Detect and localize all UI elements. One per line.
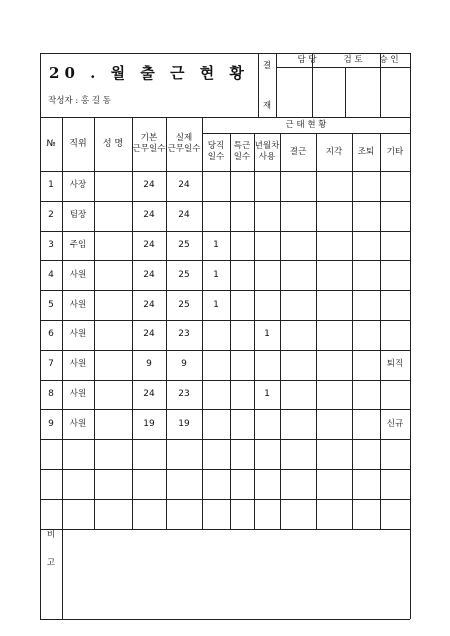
cell-position: 사원 — [69, 329, 87, 340]
cell-name — [94, 350, 132, 380]
cell-duty: 1 — [213, 299, 219, 310]
cell-no: 8 — [48, 388, 54, 399]
cell-late — [316, 290, 352, 320]
cell-no: 1 — [48, 180, 54, 191]
cell-position: 사장 — [69, 180, 87, 191]
cell-absent — [280, 439, 316, 469]
cell-position — [62, 439, 94, 469]
cell-no — [40, 439, 62, 469]
cell-position: 팀장 — [69, 210, 87, 221]
cell-actual: 25 — [178, 239, 190, 250]
cell-early — [352, 439, 380, 469]
cell-duty — [202, 439, 230, 469]
cell-no: 2 — [48, 210, 54, 221]
cell-position: 사원 — [69, 299, 87, 310]
cell-early — [352, 231, 380, 261]
page-title: 20 . 월 출 근 현 황 — [49, 63, 249, 82]
cell-actual — [166, 439, 202, 469]
cell-name — [94, 380, 132, 410]
cell-name — [94, 439, 132, 469]
cell-name — [94, 469, 132, 499]
cell-leave — [254, 469, 280, 499]
cell-position: 주임 — [69, 239, 87, 250]
cell-name — [94, 260, 132, 290]
col-header-late: 지각 — [325, 146, 343, 157]
cell-absent — [280, 409, 316, 439]
cell-etc — [380, 231, 410, 261]
col-header-base-days: 기본 근무일수 — [132, 133, 166, 154]
cell-late — [316, 409, 352, 439]
cell-absent — [280, 260, 316, 290]
cell-actual: 24 — [178, 210, 190, 221]
cell-duty: 1 — [213, 239, 219, 250]
col-header-position: 직위 — [69, 138, 87, 149]
cell-special — [230, 201, 254, 231]
cell-base: 9 — [146, 359, 152, 370]
cell-special — [230, 320, 254, 350]
approval-side-bottom: 재 — [262, 100, 272, 111]
col-header-absent: 결근 — [289, 146, 307, 157]
cell-absent — [280, 171, 316, 201]
cell-no — [40, 469, 62, 499]
cell-etc — [380, 201, 410, 231]
cell-absent — [280, 290, 316, 320]
cell-base: 24 — [143, 239, 155, 250]
col-header-leave-used: 년월차 사용 — [254, 141, 280, 162]
cell-leave: 1 — [264, 329, 270, 340]
cell-etc — [380, 320, 410, 350]
cell-early — [352, 320, 380, 350]
cell-absent — [280, 320, 316, 350]
cell-early — [352, 380, 380, 410]
cell-position — [62, 469, 94, 499]
cell-leave — [254, 290, 280, 320]
cell-base: 24 — [143, 210, 155, 221]
cell-no: 3 — [48, 239, 54, 250]
cell-late — [316, 201, 352, 231]
cell-duty — [202, 380, 230, 410]
cell-late — [316, 320, 352, 350]
cell-late — [316, 350, 352, 380]
cell-absent — [280, 201, 316, 231]
cell-special — [230, 350, 254, 380]
approval-col-charge: 담 당 — [297, 54, 317, 65]
cell-absent — [280, 469, 316, 499]
cell-actual: 23 — [178, 329, 190, 340]
cell-duty: 1 — [213, 269, 219, 280]
approval-col-approve: 승 인 — [379, 54, 399, 65]
cell-etc: 퇴직 — [386, 359, 404, 370]
cell-late — [316, 469, 352, 499]
cell-late — [316, 260, 352, 290]
cell-duty — [202, 409, 230, 439]
cell-no — [40, 499, 62, 529]
cell-no: 9 — [48, 418, 54, 429]
cell-position: 사원 — [69, 269, 87, 280]
cell-base: 24 — [143, 329, 155, 340]
cell-early — [352, 350, 380, 380]
cell-no: 5 — [48, 299, 54, 310]
cell-special — [230, 171, 254, 201]
approval-side-top: 결 — [262, 60, 272, 71]
cell-leave: 1 — [264, 388, 270, 399]
cell-leave — [254, 439, 280, 469]
cell-actual: 24 — [178, 180, 190, 191]
cell-etc — [380, 290, 410, 320]
cell-position: 사원 — [69, 388, 87, 399]
col-header-no: № — [46, 138, 56, 149]
cell-duty — [202, 201, 230, 231]
cell-early — [352, 469, 380, 499]
cell-base: 24 — [143, 269, 155, 280]
cell-early — [352, 409, 380, 439]
cell-actual: 25 — [178, 269, 190, 280]
cell-actual — [166, 469, 202, 499]
author-label: 작성자 : 홍 길 동 — [48, 95, 111, 106]
cell-etc — [380, 260, 410, 290]
cell-special — [230, 260, 254, 290]
cell-early — [352, 201, 380, 231]
remarks-text — [62, 519, 410, 619]
cell-leave — [254, 231, 280, 261]
cell-no: 4 — [48, 269, 54, 280]
cell-etc — [380, 469, 410, 499]
cell-special — [230, 409, 254, 439]
cell-special — [230, 380, 254, 410]
cell-etc: 신규 — [386, 418, 404, 429]
cell-leave — [254, 350, 280, 380]
remarks-label-top: 비 — [46, 529, 56, 540]
cell-late — [316, 171, 352, 201]
cell-actual: 23 — [178, 388, 190, 399]
cell-duty — [202, 469, 230, 499]
cell-absent — [280, 350, 316, 380]
cell-no: 6 — [48, 329, 54, 340]
cell-leave — [254, 260, 280, 290]
col-header-special-days: 특근 일수 — [233, 141, 251, 162]
cell-position: 사원 — [69, 418, 87, 429]
cell-absent — [280, 380, 316, 410]
cell-name — [94, 201, 132, 231]
remarks-label-bottom: 고 — [46, 557, 56, 568]
approval-review-label-full — [310, 53, 380, 67]
cell-base — [132, 469, 166, 499]
cell-etc — [380, 171, 410, 201]
cell-duty — [202, 320, 230, 350]
cell-name — [94, 171, 132, 201]
cell-leave — [254, 171, 280, 201]
cell-name — [94, 290, 132, 320]
cell-name — [94, 409, 132, 439]
cell-name — [94, 231, 132, 261]
cell-late — [316, 439, 352, 469]
cell-late — [316, 380, 352, 410]
cell-actual: 25 — [178, 299, 190, 310]
cell-actual: 9 — [181, 359, 187, 370]
col-header-etc: 기타 — [386, 146, 404, 157]
cell-leave — [254, 409, 280, 439]
cell-absent — [280, 231, 316, 261]
col-header-duty-days: 당직 일수 — [207, 141, 225, 162]
cell-base: 24 — [143, 388, 155, 399]
cell-special — [230, 469, 254, 499]
cell-late — [316, 231, 352, 261]
col-header-attendance-group: 근 태 현 황 — [285, 119, 327, 130]
cell-name — [94, 320, 132, 350]
cell-special — [230, 290, 254, 320]
cell-leave — [254, 201, 280, 231]
cell-base: 24 — [143, 180, 155, 191]
cell-actual: 19 — [178, 418, 190, 429]
cell-no: 7 — [48, 359, 54, 370]
cell-special — [230, 439, 254, 469]
cell-early — [352, 171, 380, 201]
cell-early — [352, 260, 380, 290]
cell-etc — [380, 439, 410, 469]
cell-position: 사원 — [69, 359, 87, 370]
attendance-form — [40, 53, 410, 619]
cell-duty — [202, 171, 230, 201]
cell-etc — [380, 380, 410, 410]
approval-col-review: 검 토 — [343, 54, 363, 65]
col-header-actual-days: 실제 근무일수 — [167, 133, 201, 154]
col-header-early-leave: 조퇴 — [357, 146, 375, 157]
col-header-name: 성 명 — [102, 138, 124, 149]
cell-duty — [202, 350, 230, 380]
cell-base: 19 — [143, 418, 155, 429]
cell-base — [132, 439, 166, 469]
cell-early — [352, 290, 380, 320]
cell-base: 24 — [143, 299, 155, 310]
cell-special — [230, 231, 254, 261]
